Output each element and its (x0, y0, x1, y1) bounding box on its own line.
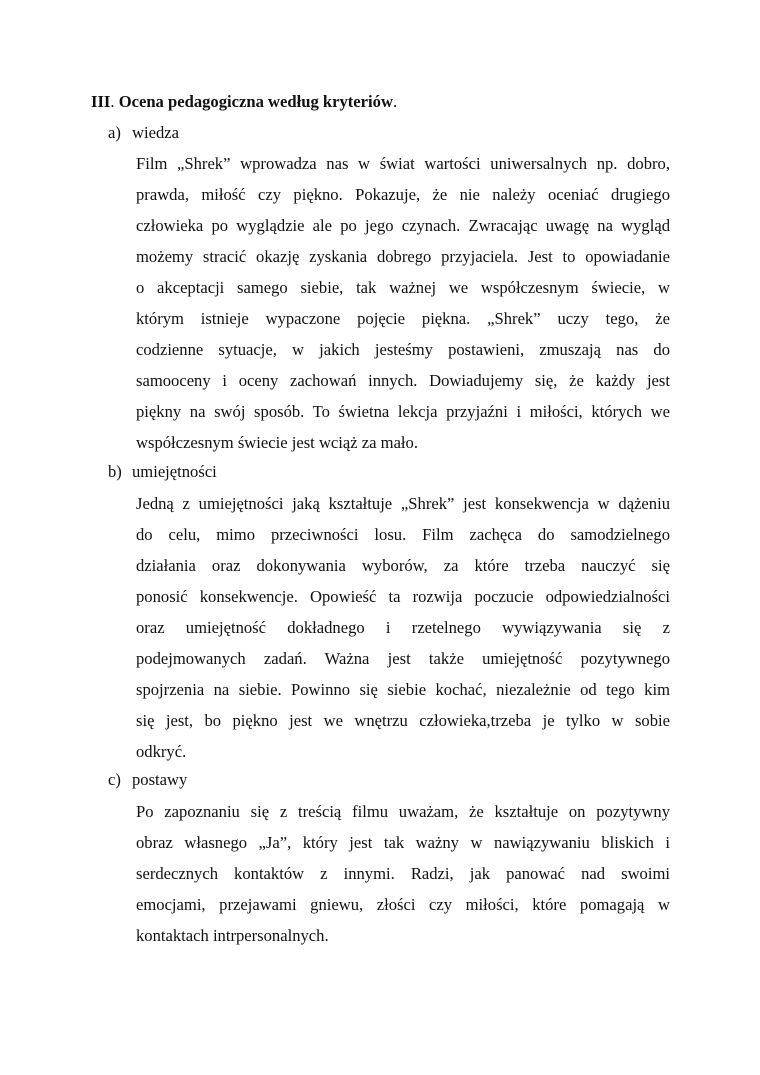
heading-title: Ocena pedagogiczna według kryteriów (118, 92, 393, 111)
section-heading (91, 90, 397, 114)
paragraph-line: piękny na swój sposób. To świetna lekcja przyjaźni i miłości, których we (136, 402, 670, 421)
heading-end: . (392, 92, 398, 111)
section-marker: c) (108, 770, 121, 789)
paragraph-line: człowieka po wyglądzie ale po jego czynach. Zwracając uwagę na wygląd (136, 216, 670, 235)
paragraph-line: do celu, mimo przeciwności losu. Film zachęca do samodzielnego (136, 525, 670, 544)
heading-dot: . (110, 92, 115, 111)
paragraph-line: możemy stracić okazję zyskania dobrego przyjaciela. Jest to opowiadanie (136, 247, 670, 266)
paragraph-line: serdecznych kontaktów z innymi. Radzi, jak panować nad swoimi (136, 864, 670, 883)
paragraph-line: odkryć. (136, 742, 187, 761)
paragraph-line: samooceny i oceny zachowań innych. Dowiadujemy się, że każdy jest (136, 371, 670, 390)
section-marker: a) (108, 123, 121, 142)
paragraph-line: działania oraz dokonywania wyborów, za które trzeba nauczyć się (136, 556, 670, 575)
section-label-postawy (108, 768, 187, 792)
paragraph-line: oraz umiejętność dokładnego i rzetelnego wywiązywania się z (136, 618, 670, 637)
section-label-text: postawy (132, 770, 188, 789)
paragraph-line: podejmowanych zadań. Ważna jest także umiejętność pozytywnego (136, 649, 670, 668)
paragraph-line: się jest, bo piękno jest we wnętrzu człowieka,trzeba je tylko w sobie (136, 711, 670, 730)
section-label-text: wiedza (132, 123, 179, 142)
section-label-umiejetnosci (108, 460, 217, 484)
paragraph-postawy (136, 796, 670, 951)
section-label-wiedza (108, 121, 179, 145)
paragraph-line: którym istnieje wypaczone pojęcie piękna. „Shrek” uczy tego, że (136, 309, 670, 328)
paragraph-line: o akceptacji samego siebie, tak ważnej we współczesnym świecie, w (136, 278, 670, 297)
paragraph-line: Po zapoznaniu się z treścią filmu uważam, że kształtuje on pozytywny (136, 802, 670, 821)
paragraph-line: spojrzenia na siebie. Powinno się siebie kochać, niezależnie od tego kim (136, 680, 670, 699)
paragraph-line: prawda, miłość czy piękno. Pokazuje, że nie należy oceniać drugiego (136, 185, 670, 204)
paragraph-line: ponosić konsekwencje. Opowieść ta rozwija poczucie odpowiedzialności (136, 587, 670, 606)
paragraph-line: Jedną z umiejętności jaką kształtuje „Shrek” jest konsekwencja w dążeniu (136, 494, 670, 513)
paragraph-line: współczesnym świecie jest wciąż za mało. (136, 433, 418, 452)
heading-roman-numeral: III (91, 92, 111, 111)
paragraph-line: emocjami, przejawami gniewu, złości czy miłości, które pomagają w (136, 895, 670, 914)
paragraph-line: codzienne sytuacje, w jakich jesteśmy postawieni, zmuszają nas do (136, 340, 670, 359)
section-marker: b) (108, 462, 122, 481)
paragraph-umiejetnosci (136, 488, 670, 767)
paragraph-line: obraz własnego „Ja”, który jest tak ważny w nawiązywaniu bliskich i (136, 833, 670, 852)
paragraph-line: Film „Shrek” wprowadza nas w świat wartości uniwersalnych np. dobro, (136, 154, 670, 173)
paragraph-line: kontaktach intrpersonalnych. (136, 926, 329, 945)
section-label-text: umiejętności (132, 462, 217, 481)
paragraph-wiedza (136, 148, 670, 458)
